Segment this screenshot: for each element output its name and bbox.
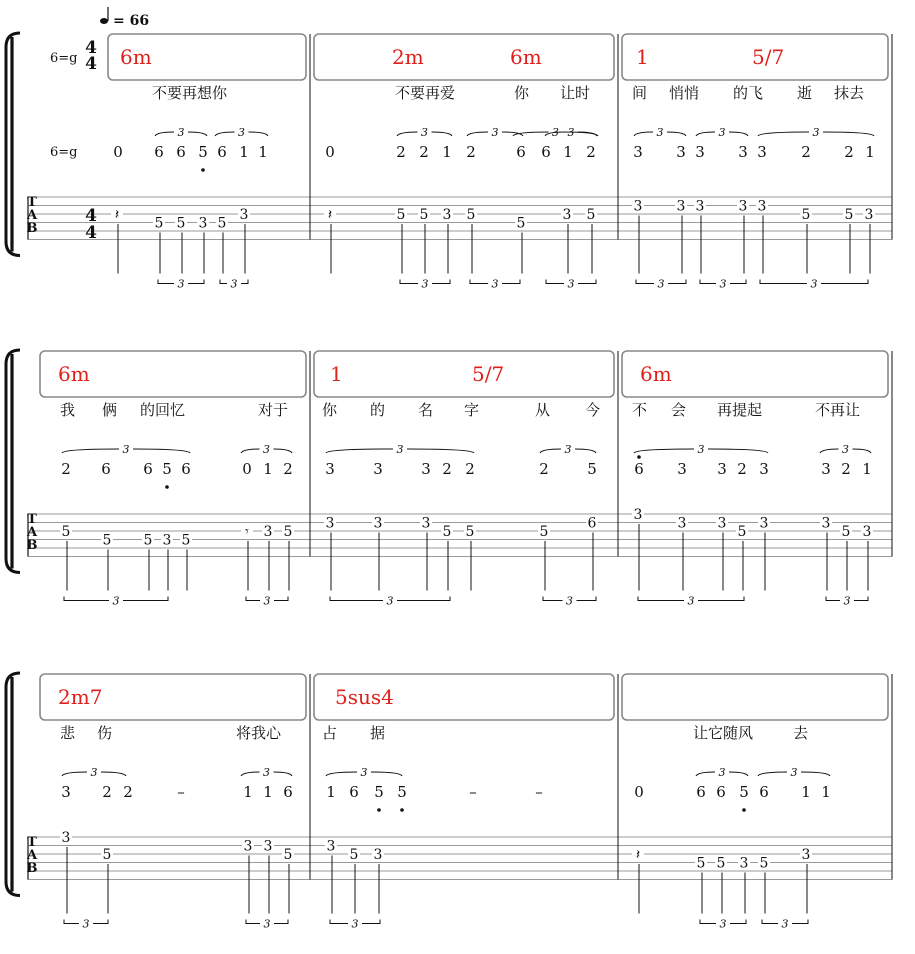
system-3 <box>6 673 892 931</box>
notation-digit: 6 <box>181 460 191 478</box>
notation-triplet-number: 3 <box>90 766 98 779</box>
tab-fret-number: 3 <box>676 198 686 215</box>
notation-digit: 1 <box>821 783 831 801</box>
tab-triplet-number: 3 <box>230 277 238 291</box>
notation-digit: 1 <box>239 143 249 161</box>
chord-symbol: 6m <box>640 362 672 386</box>
notation-digit: 6 <box>541 143 551 161</box>
notation-digit: 2 <box>396 143 406 161</box>
tab-clef-letter: T <box>27 512 37 527</box>
systems <box>6 33 892 931</box>
notation-digit: 1 <box>563 143 573 161</box>
tab-clef-letter: T <box>27 195 37 210</box>
chord-symbol: 2m7 <box>58 685 103 709</box>
tab-fret-number: 3 <box>759 515 769 532</box>
measure-3-1 <box>40 674 310 931</box>
chord-symbol: 5sus4 <box>335 685 394 709</box>
tab-fret-number: 3 <box>442 207 452 223</box>
tuning-label-top: 6=g <box>50 51 78 66</box>
notation-digit: 3 <box>421 460 431 478</box>
tab-fret-number: 3 <box>864 207 874 223</box>
notation-digit: 5 <box>739 783 749 801</box>
notation-digit: 3 <box>325 460 335 478</box>
lyric-text: 会 <box>671 401 687 419</box>
tab-fret-number: 3 <box>263 838 273 855</box>
chord-symbol: 2m <box>392 45 424 69</box>
notation-digit: 6 <box>696 783 706 801</box>
lyric-text: 你 <box>514 84 530 102</box>
notation-digit: 2 <box>102 783 112 801</box>
notation-digit: 2 <box>737 460 747 478</box>
tab-fret-number: 𝄽 <box>327 207 333 223</box>
lyric-text: 从 <box>535 401 551 419</box>
tab-fret-number: 3 <box>373 847 383 863</box>
notation-digit: 0 <box>325 143 335 161</box>
tab-fret-number: 3 <box>862 524 872 540</box>
notation-digit: 6 <box>154 143 164 161</box>
lyric-text: 再提起 <box>717 401 763 419</box>
lyric-text: 将我心 <box>236 724 282 742</box>
tab-fret-number: 5 <box>102 532 112 549</box>
measure-1-2 <box>314 34 618 291</box>
tab-fret-number: 5 <box>143 532 153 549</box>
lyric-text: 今 <box>585 401 601 419</box>
lyric-text: 的飞 <box>733 84 764 102</box>
octave-dot-below <box>400 808 404 812</box>
notation-triplet-number: 3 <box>552 126 559 139</box>
tuning-label-notation: 6=g <box>50 145 78 160</box>
notation-digit: 2 <box>465 460 475 478</box>
octave-dot-above <box>637 455 641 459</box>
lyric-text: 字 <box>464 401 480 419</box>
notation-digit: 3 <box>61 783 71 801</box>
notation-digit: – <box>469 783 477 801</box>
lyric-text: 的回忆 <box>140 401 186 419</box>
tab-fret-number: 3 <box>821 515 831 532</box>
tab-fret-number: 3 <box>801 847 811 863</box>
score-header <box>100 7 149 29</box>
notation-digit: 6 <box>283 783 293 801</box>
measure-2-2 <box>314 351 618 608</box>
lyric-text: 让时 <box>560 84 591 102</box>
notation-digit: 1 <box>862 460 872 478</box>
tab-fret-number: 3 <box>162 532 172 549</box>
tab-triplet-number: 3 <box>657 277 665 291</box>
lyric-text: 不要再想你 <box>152 84 228 102</box>
notation-triplet-number: 3 <box>842 443 849 456</box>
notation-digit: 5 <box>374 783 384 801</box>
lyric-text: 占 <box>322 724 338 742</box>
lyric-text: 抹去 <box>834 84 865 102</box>
notation-digit: – <box>535 783 543 801</box>
notation-digit: 3 <box>821 460 831 478</box>
tab-fret-number: 5 <box>465 524 475 540</box>
tab-fret-number: 3 <box>239 207 249 223</box>
tab-time-sig-bottom: 4 <box>85 223 97 243</box>
tab-fret-number: 5 <box>217 215 227 232</box>
tab-clef-letter: B <box>26 221 38 236</box>
tab-fret-number: 5 <box>466 207 476 223</box>
notation-digit: 2 <box>123 783 133 801</box>
notation-triplet-number: 3 <box>564 443 572 456</box>
notation-digit: 2 <box>61 460 71 478</box>
tab-fret-number: 3 <box>373 515 383 532</box>
tab-fret-number: 3 <box>263 524 273 540</box>
notation-digit: 6 <box>716 783 726 801</box>
chord-box[interactable] <box>622 674 888 720</box>
notation-triplet-number: 3 <box>421 126 428 139</box>
notation-digit: 0 <box>113 143 123 161</box>
notation-digit: 1 <box>801 783 811 801</box>
tab-triplet-number: 3 <box>687 594 695 608</box>
lyric-text: 据 <box>370 724 386 742</box>
tab-triplet-number: 3 <box>386 594 394 608</box>
tab-fret-number: 𝄽 <box>114 207 120 223</box>
measure-2-1 <box>40 351 310 608</box>
tab-fret-number: 5 <box>176 215 186 232</box>
notation-triplet-number: 3 <box>656 126 664 139</box>
tab-fret-number: 5 <box>759 855 769 872</box>
tab-fret-number: 5 <box>539 524 549 540</box>
tab-triplet-number: 3 <box>810 277 818 291</box>
tab-time-sig-top: 4 <box>85 206 97 226</box>
lyric-text: 悲 <box>60 724 76 742</box>
octave-dot-below <box>377 808 381 812</box>
notation-digit: 2 <box>844 143 854 161</box>
tab-fret-number: 5 <box>841 524 851 540</box>
notation-digit: 2 <box>539 460 549 478</box>
tab-fret-number: 3 <box>198 215 208 232</box>
lyric-text: 伤 <box>97 724 113 742</box>
tab-fret-number: 3 <box>677 515 687 532</box>
notation-digit: 2 <box>283 460 293 478</box>
octave-dot-below <box>201 168 205 172</box>
tempo-value: = 66 <box>113 13 150 29</box>
lyric-text: 不再让 <box>815 401 861 419</box>
notation-digit: 3 <box>677 460 687 478</box>
chord-box[interactable] <box>314 351 614 397</box>
tab-fret-number: 3 <box>633 198 643 215</box>
notation-digit: 3 <box>717 460 727 478</box>
notation-triplet-number: 3 <box>567 126 575 139</box>
notation-digit: 6 <box>143 460 153 478</box>
tab-fret-number: 3 <box>695 198 705 215</box>
notation-triplet-number: 3 <box>812 126 820 139</box>
notation-triplet-number: 3 <box>396 443 404 456</box>
notation-digit: 3 <box>738 143 748 161</box>
tab-fret-number: 3 <box>562 207 572 223</box>
notation-triplet-number: 3 <box>360 766 368 779</box>
tab-fret-number: 5 <box>716 855 726 872</box>
tab-triplet-number: 3 <box>491 277 499 291</box>
notation-digit: 6 <box>634 460 644 478</box>
notation-triplet-number: 3 <box>491 126 499 139</box>
tab-fret-number: 3 <box>326 838 336 855</box>
tab-clef-letter: A <box>26 525 38 540</box>
tab-clef-letter: T <box>27 835 37 850</box>
tab-fret-number: 3 <box>738 198 748 215</box>
tab-clef-letter: B <box>26 538 38 553</box>
tab-triplet-number: 3 <box>263 594 271 608</box>
notation-digit: 2 <box>841 460 851 478</box>
notation-digit: 6 <box>759 783 769 801</box>
lyric-text: 不 <box>632 401 648 419</box>
tab-fret-number: 3 <box>421 515 431 532</box>
tab-fret-number: 5 <box>396 207 406 223</box>
notation-digit: 1 <box>258 143 268 161</box>
chord-box[interactable] <box>314 34 614 80</box>
notation-triplet-number: 3 <box>718 126 726 139</box>
notation-digit: 1 <box>442 143 452 161</box>
tab-fret-number: 5 <box>283 524 293 540</box>
tab-triplet-number: 3 <box>567 277 575 291</box>
lyric-text: 俩 <box>102 401 118 419</box>
notation-digit: 5 <box>198 143 208 161</box>
system-2 <box>6 350 892 608</box>
notation-digit: 1 <box>865 143 875 161</box>
notation-triplet-number: 3 <box>122 443 130 456</box>
tab-fret-number: 3 <box>243 838 253 855</box>
tab-fret-number: 3 <box>717 515 727 532</box>
notation-digit: 3 <box>676 143 686 161</box>
tab-triplet-number: 3 <box>177 277 185 291</box>
tab-fret-number: 5 <box>442 524 452 540</box>
system-1 <box>6 33 892 291</box>
notation-triplet-number: 3 <box>697 443 705 456</box>
lyric-text: 去 <box>793 724 809 742</box>
notation-digit: 3 <box>695 143 705 161</box>
notation-digit: 1 <box>243 783 253 801</box>
notation-digit: 5 <box>162 460 172 478</box>
tab-triplet-number: 3 <box>843 594 851 608</box>
notation-digit: 5 <box>587 460 597 478</box>
tab-triplet-number: 3 <box>781 917 789 931</box>
notation-triplet-number: 3 <box>177 126 185 139</box>
tab-triplet-number: 3 <box>566 594 573 608</box>
notation-digit: 2 <box>442 460 452 478</box>
measure-1-1 <box>108 34 310 291</box>
measure-1-3 <box>622 34 892 291</box>
tab-fret-number: 5 <box>154 215 164 232</box>
notation-digit: 5 <box>397 783 407 801</box>
tab-fret-number: 3 <box>633 507 643 523</box>
tab-triplet-number: 3 <box>263 917 271 931</box>
notation-digit: 6 <box>349 783 359 801</box>
notation-triplet-number: 3 <box>790 766 798 779</box>
tab-fret-number: 𝄾 <box>245 524 249 540</box>
tab-fret-number: 3 <box>757 198 767 215</box>
tab-fret-number: 5 <box>586 207 596 223</box>
tab-fret-number: 5 <box>349 847 359 863</box>
notation-digit: 6 <box>217 143 227 161</box>
notation-triplet-number: 3 <box>238 126 245 139</box>
tab-fret-number: 6 <box>587 515 597 532</box>
lyric-text: 你 <box>322 401 338 419</box>
tab-fret-number: 5 <box>181 532 191 549</box>
notation-triplet-number: 3 <box>718 766 726 779</box>
notation-digit: – <box>177 783 185 801</box>
notation-digit: 6 <box>516 143 526 161</box>
tab-fret-number: 5 <box>844 207 854 223</box>
lyric-text: 间 <box>632 84 648 102</box>
notation-digit: 2 <box>801 143 811 161</box>
octave-dot-below <box>165 485 169 489</box>
octave-dot-below <box>742 808 746 812</box>
notation-digit: 0 <box>242 460 252 478</box>
tab-fret-number: 3 <box>739 855 749 872</box>
lyric-text: 悄悄 <box>669 84 700 102</box>
notation-digit: 1 <box>326 783 336 801</box>
notation-digit: 3 <box>633 143 643 161</box>
tab-clef-letter: A <box>26 848 38 863</box>
notation-digit: 3 <box>373 460 383 478</box>
notation-digit: 6 <box>101 460 111 478</box>
notation-triplet-number: 3 <box>263 766 270 779</box>
chord-symbol: 1 <box>330 362 343 386</box>
notation-digit: 2 <box>586 143 596 161</box>
lyric-text: 的 <box>370 401 386 419</box>
tab-fret-number: 3 <box>61 830 71 846</box>
tab-fret-number: 5 <box>419 207 429 223</box>
tab-fret-number: 5 <box>801 207 811 223</box>
measure-3-3 <box>622 674 892 931</box>
tempo-note-icon <box>100 18 108 24</box>
chord-symbol: 1 <box>636 45 649 69</box>
chord-symbol: 5/7 <box>752 45 785 69</box>
notation-digit: 2 <box>466 143 476 161</box>
notation-digit: 6 <box>176 143 186 161</box>
tab-fret-number: 5 <box>696 855 706 872</box>
notation-triplet-number: 3 <box>263 443 270 456</box>
tab-fret-number: 5 <box>283 847 293 863</box>
measure-3-2 <box>314 674 618 931</box>
notation-digit: 3 <box>759 460 769 478</box>
tab-clef-letter: A <box>26 208 38 223</box>
notation-digit: 3 <box>757 143 767 161</box>
chord-symbol: 6m <box>510 45 542 69</box>
notation-digit: 1 <box>263 783 273 801</box>
time-sig-top: 4 <box>85 38 97 58</box>
tab-triplet-number: 3 <box>82 917 90 931</box>
tab-fret-number: 5 <box>737 524 747 540</box>
tab-fret-number: 5 <box>61 524 71 540</box>
tab-triplet-number: 3 <box>112 594 120 608</box>
notation-digit: 2 <box>419 143 429 161</box>
lyric-text: 我 <box>60 401 76 419</box>
tab-fret-number: 5 <box>516 215 526 232</box>
tab-clef-letter: B <box>26 861 38 876</box>
notation-digit: 0 <box>634 783 644 801</box>
lyric-text: 对于 <box>258 401 289 419</box>
tab-fret-number: 3 <box>325 515 335 532</box>
tab-fret-number: 𝄽 <box>635 847 641 863</box>
tab-fret-number: 5 <box>102 847 112 863</box>
notation-digit: 1 <box>263 460 273 478</box>
lyric-text: 让它随风 <box>693 724 754 742</box>
tab-triplet-number: 3 <box>351 917 359 931</box>
time-sig-bottom: 4 <box>85 54 97 74</box>
tab-triplet-number: 3 <box>421 277 429 291</box>
tab-triplet-number: 3 <box>719 277 727 291</box>
lyric-text: 不要再爱 <box>395 84 456 102</box>
tab-triplet-number: 3 <box>719 917 727 931</box>
lyric-text: 逝 <box>797 84 813 102</box>
chord-symbol: 6m <box>58 362 90 386</box>
measure-2-3 <box>622 351 892 608</box>
chord-symbol: 6m <box>120 45 152 69</box>
chord-symbol: 5/7 <box>472 362 505 386</box>
lyric-text: 名 <box>418 401 434 419</box>
